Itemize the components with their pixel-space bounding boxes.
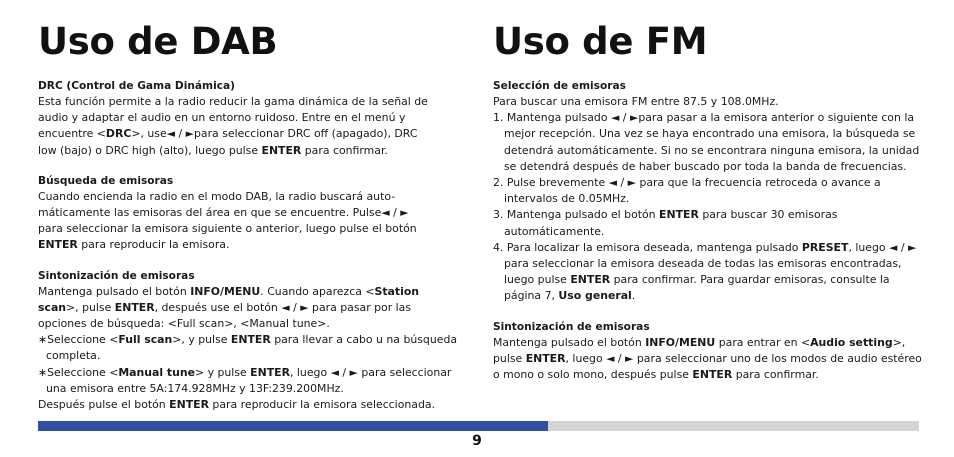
fm-step-3: 3. Mantenga pulsado el botón ENTER para buscar 30 emisoras automáticamente.: [493, 208, 838, 238]
drc-section: [38, 78, 463, 159]
dab-tune-line-3: opciones de búsqueda: <Full scan>, <Manual tune>.: [38, 317, 330, 331]
fm-tune-section: [493, 319, 925, 384]
page-number: 9: [472, 433, 482, 449]
drc-line-2: audio y adaptar el audio en un entorno ruidoso. Entre en el menú y: [38, 111, 406, 125]
dab-column: [38, 22, 463, 427]
search-section: [38, 173, 463, 254]
enter-keyword: ENTER: [38, 238, 78, 252]
manual-tune-note: ∗Seleccione <Manual tune> y pulse ENTER, luego ◄ / ► para seleccionar una emisora entre 5A:174.928MHz y 13F:239.200MHz.: [38, 365, 452, 395]
drc-line-4: low (bajo) o DRC high (alto), luego pulse ENTER para confirmar.: [38, 143, 388, 157]
dab-tune-line-2: scan>, pulse ENTER, después use el botón ◄ / ► para pasar por las: [38, 300, 412, 314]
drc-keyword: DRC: [105, 127, 132, 141]
fm-step-4: 4. Para localizar la emisora deseada, mantenga pulsado PRESET, luego ◄ / ► para seleccionar la emisora deseada de todas las emisoras encontradas, luego pulse ENTER para confirmar. Para guardar emisoras, consulte la página 7, Uso general.: [493, 240, 917, 303]
dab-tune-section: [38, 268, 463, 414]
search-line-3: para seleccionar la emisora siguiente o anterior, luego pulse el botón: [38, 222, 417, 236]
search-heading: Búsqueda de emisoras: [38, 174, 174, 187]
fm-column: [493, 22, 925, 397]
dab-tune-heading: Sintonización de emisoras: [38, 269, 195, 282]
fm-title: Uso de FM: [493, 20, 708, 63]
dab-tune-line-4: Después pulse el botón ENTER para reproducir la emisora seleccionada.: [38, 398, 435, 412]
fm-tune-heading: Sintonización de emisoras: [493, 320, 650, 333]
fm-tune-paragraph: Mantenga pulsado el botón INFO/MENU para entrar en <Audio setting>, pulse ENTER, luego ◄ / ► para seleccionar uno de los modos de audio estéreo o mono o solo mono, después pulse ENTER para confirmar.: [493, 335, 922, 382]
fm-step-2: 2. Pulse brevemente ◄ / ► para que la frecuencia retroceda o avance a intervalos de 0.05MHz.: [493, 176, 881, 206]
dab-tune-line-1: Mantenga pulsado el botón INFO/MENU. Cuando aparezca <Station: [38, 284, 420, 298]
footer-bar-grey: [548, 421, 919, 431]
search-line-4: ENTER para reproducir la emisora.: [38, 238, 230, 252]
fm-selection-section: [493, 78, 925, 305]
drc-heading: DRC (Control de Gama Dinámica): [38, 80, 235, 92]
fm-step-1: 1. Mantenga pulsado ◄ / ►para pasar a la emisora anterior o siguiente con la mejor recepción. Una vez se haya encontrado una emisora, la búsqueda se detendrá automáticamente. Si no se encontrara ninguna emisora, la unidad se detendrá después de haber buscado por toda la banda de frecuencias.: [493, 111, 920, 173]
search-line-2: máticamente las emisoras del área en que se encuentre. Pulse◄ / ►: [38, 206, 409, 220]
drc-line-1: Esta función permite a la radio reducir la gama dinámica de la señal de: [38, 95, 428, 108]
search-line-1: Cuando encienda la radio en el modo DAB, la radio buscará auto-: [38, 189, 396, 203]
enter-keyword: ENTER: [261, 143, 302, 157]
dab-title: Uso de DAB: [38, 20, 278, 63]
full-scan-note: ∗Seleccione <Full scan>, y pulse ENTER para llevar a cabo u na búsqueda completa.: [38, 333, 458, 363]
drc-line-3: encuentre <DRC>, use◄ / ►para seleccionar DRC off (apagado), DRC: [38, 127, 418, 141]
footer-bar-blue: [38, 421, 558, 431]
fm-selection-heading: Selección de emisoras: [493, 80, 626, 92]
fm-intro: Para buscar una emisora FM entre 87.5 y 108.0MHz.: [493, 95, 779, 108]
